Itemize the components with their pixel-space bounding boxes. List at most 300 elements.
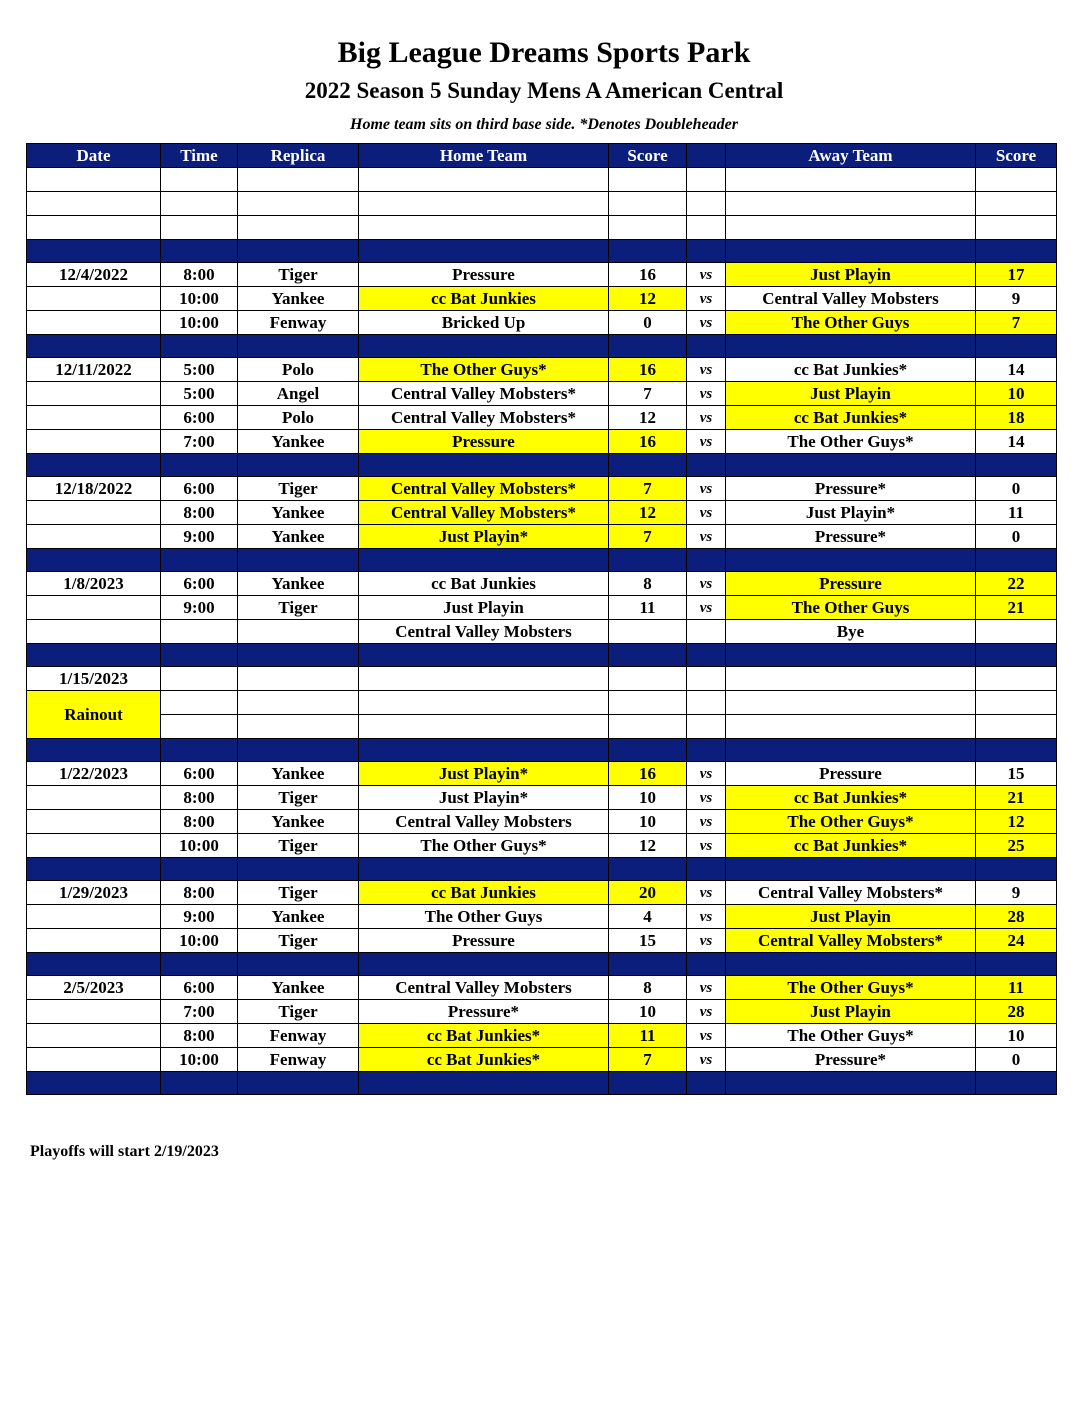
separator-row (27, 739, 1057, 762)
game-row (27, 596, 1057, 620)
cell-date: 12/18/2022 (27, 477, 161, 501)
cell-away-score: 21 (976, 786, 1057, 810)
cell-vs: vs (687, 430, 726, 454)
game-row (27, 287, 1057, 311)
cell-away-team: Just Playin (726, 905, 976, 929)
separator-cell (687, 739, 726, 762)
blank-cell (238, 192, 359, 216)
cell-away-team: The Other Guys* (726, 976, 976, 1000)
cell-vs: vs (687, 263, 726, 287)
cell-away-team: The Other Guys (726, 311, 976, 335)
blank-cell (359, 667, 609, 691)
page-title: Big League Dreams Sports Park (337, 36, 751, 69)
separator-cell (238, 858, 359, 881)
cell-date: 1/29/2023 (27, 881, 161, 905)
game-row (27, 834, 1057, 858)
cell-home-score: 15 (609, 929, 687, 953)
cell-vs: vs (687, 406, 726, 430)
cell-time: 9:00 (161, 905, 238, 929)
schedule-table (26, 143, 1057, 1095)
separator-cell (726, 739, 976, 762)
cell-replica: Tiger (238, 263, 359, 287)
blank-cell (609, 691, 687, 715)
cell-home-score: 7 (609, 525, 687, 549)
cell-away-team: Just Playin (726, 1000, 976, 1024)
cell-vs: vs (687, 358, 726, 382)
cell-away-score: 0 (976, 1048, 1057, 1072)
cell-time: 8:00 (161, 263, 238, 287)
cell-away-team: Just Playin (726, 382, 976, 406)
blank-cell (687, 216, 726, 240)
cell-time: 10:00 (161, 287, 238, 311)
separator-cell (609, 644, 687, 667)
cell-home-score: 12 (609, 834, 687, 858)
separator-cell (27, 739, 161, 762)
cell-home-score: 16 (609, 263, 687, 287)
separator-cell (976, 240, 1057, 263)
cell-away-score: 18 (976, 406, 1057, 430)
separator-cell (27, 549, 161, 572)
cell-home-score: 16 (609, 762, 687, 786)
separator-row (27, 335, 1057, 358)
separator-cell (359, 1072, 609, 1095)
game-row (27, 358, 1057, 382)
cell-home-score: 7 (609, 1048, 687, 1072)
separator-cell (609, 549, 687, 572)
separator-cell (726, 240, 976, 263)
separator-cell (687, 549, 726, 572)
cell-time: 9:00 (161, 596, 238, 620)
separator-row (27, 240, 1057, 263)
blank-cell (976, 715, 1057, 739)
cell-away-score: 25 (976, 834, 1057, 858)
separator-cell (609, 953, 687, 976)
cell-home-team: cc Bat Junkies* (359, 1048, 609, 1072)
cell-time: 8:00 (161, 881, 238, 905)
game-row (27, 881, 1057, 905)
cell-replica: Yankee (238, 430, 359, 454)
separator-cell (27, 1072, 161, 1095)
cell-replica: Tiger (238, 929, 359, 953)
cell-replica: Tiger (238, 834, 359, 858)
cell-home-team: The Other Guys* (359, 834, 609, 858)
cell-away-score: 10 (976, 382, 1057, 406)
separator-cell (687, 1072, 726, 1095)
cell-home-team: Central Valley Mobsters (359, 976, 609, 1000)
game-row (27, 620, 1057, 644)
cell-time: 9:00 (161, 525, 238, 549)
blank-cell (976, 691, 1057, 715)
cell-home-team: Central Valley Mobsters* (359, 382, 609, 406)
cell-replica: Fenway (238, 1024, 359, 1048)
cell-replica: Tiger (238, 1000, 359, 1024)
cell-home-score: 16 (609, 430, 687, 454)
rainout-row (27, 691, 1057, 715)
separator-row (27, 454, 1057, 477)
blank-cell (238, 715, 359, 739)
separator-cell (609, 858, 687, 881)
cell-vs: vs (687, 311, 726, 335)
game-row (27, 976, 1057, 1000)
separator-cell (238, 739, 359, 762)
cell-date: 12/4/2022 (27, 263, 161, 287)
cell-home-team: Pressure* (359, 1000, 609, 1024)
cell-date (27, 525, 161, 549)
separator-cell (27, 858, 161, 881)
cell-home-score (609, 620, 687, 644)
cell-replica (238, 620, 359, 644)
separator-cell (161, 739, 238, 762)
cell-time (161, 620, 238, 644)
separator-cell (976, 644, 1057, 667)
cell-away-score: 0 (976, 477, 1057, 501)
cell-away-score: 11 (976, 976, 1057, 1000)
cell-home-team: The Other Guys (359, 905, 609, 929)
col-header-away-score: Score (976, 144, 1057, 168)
blank-cell (976, 192, 1057, 216)
blank-cell (609, 667, 687, 691)
cell-vs: vs (687, 929, 726, 953)
cell-date (27, 1048, 161, 1072)
cell-replica: Yankee (238, 810, 359, 834)
cell-replica: Yankee (238, 905, 359, 929)
cell-vs: vs (687, 976, 726, 1000)
cell-vs: vs (687, 1024, 726, 1048)
rainout-date-row (27, 667, 1057, 691)
separator-cell (976, 1072, 1057, 1095)
blank-row (27, 216, 1057, 240)
separator-cell (726, 549, 976, 572)
game-row (27, 501, 1057, 525)
game-row (27, 762, 1057, 786)
cell-home-team: Central Valley Mobsters* (359, 406, 609, 430)
blank-cell (359, 168, 609, 192)
cell-home-team: cc Bat Junkies (359, 287, 609, 311)
separator-cell (238, 1072, 359, 1095)
separator-cell (726, 1072, 976, 1095)
cell-date (27, 406, 161, 430)
cell-home-score: 0 (609, 311, 687, 335)
cell-home-team: Central Valley Mobsters (359, 810, 609, 834)
blank-cell (359, 691, 609, 715)
cell-replica: Yankee (238, 501, 359, 525)
cell-home-score: 7 (609, 382, 687, 406)
separator-cell (687, 454, 726, 477)
cell-home-score: 7 (609, 477, 687, 501)
cell-away-team: Pressure (726, 762, 976, 786)
cell-date (27, 596, 161, 620)
separator-cell (27, 644, 161, 667)
blank-cell (359, 216, 609, 240)
separator-cell (359, 644, 609, 667)
separator-cell (726, 644, 976, 667)
blank-cell (161, 667, 238, 691)
separator-cell (687, 240, 726, 263)
cell-home-team: Pressure (359, 263, 609, 287)
separator-cell (687, 335, 726, 358)
game-row (27, 929, 1057, 953)
blank-cell (687, 667, 726, 691)
blank-cell (27, 168, 161, 192)
cell-away-team: The Other Guys (726, 596, 976, 620)
col-header-replica: Replica (238, 144, 359, 168)
cell-replica: Tiger (238, 477, 359, 501)
rainout-row (27, 715, 1057, 739)
cell-date (27, 430, 161, 454)
cell-away-score: 0 (976, 525, 1057, 549)
cell-away-score: 12 (976, 810, 1057, 834)
separator-cell (359, 953, 609, 976)
cell-away-score: 7 (976, 311, 1057, 335)
cell-vs: vs (687, 596, 726, 620)
cell-date (27, 810, 161, 834)
blank-cell (976, 216, 1057, 240)
game-row (27, 810, 1057, 834)
cell-replica: Tiger (238, 881, 359, 905)
separator-cell (359, 858, 609, 881)
cell-home-score: 8 (609, 976, 687, 1000)
separator-cell (726, 335, 976, 358)
blank-cell (687, 192, 726, 216)
cell-time: 5:00 (161, 382, 238, 406)
schedule-body (27, 168, 1057, 1095)
game-row (27, 311, 1057, 335)
blank-cell (609, 192, 687, 216)
cell-vs: vs (687, 1048, 726, 1072)
separator-row (27, 549, 1057, 572)
cell-home-score: 20 (609, 881, 687, 905)
cell-date (27, 311, 161, 335)
header-row (27, 144, 1057, 168)
blank-cell (726, 667, 976, 691)
cell-time: 6:00 (161, 976, 238, 1000)
cell-replica: Polo (238, 406, 359, 430)
separator-cell (687, 953, 726, 976)
separator-cell (161, 240, 238, 263)
col-header-home-score: Score (609, 144, 687, 168)
separator-row (27, 1072, 1057, 1095)
blank-cell (726, 168, 976, 192)
blank-cell (976, 667, 1057, 691)
page-subtitle: 2022 Season 5 Sunday Mens A American Central (304, 78, 784, 103)
cell-home-score: 10 (609, 1000, 687, 1024)
cell-date (27, 501, 161, 525)
cell-replica: Yankee (238, 287, 359, 311)
separator-cell (359, 454, 609, 477)
separator-cell (161, 454, 238, 477)
blank-cell (27, 192, 161, 216)
separator-cell (976, 953, 1057, 976)
cell-replica: Tiger (238, 596, 359, 620)
cell-vs: vs (687, 525, 726, 549)
cell-home-team: The Other Guys* (359, 358, 609, 382)
separator-cell (359, 549, 609, 572)
cell-away-team: The Other Guys* (726, 430, 976, 454)
cell-away-team: Pressure (726, 572, 976, 596)
blank-cell (359, 715, 609, 739)
cell-away-team: cc Bat Junkies* (726, 406, 976, 430)
cell-home-team: Central Valley Mobsters* (359, 477, 609, 501)
cell-away-team: cc Bat Junkies* (726, 358, 976, 382)
game-row (27, 263, 1057, 287)
cell-replica: Fenway (238, 311, 359, 335)
cell-home-team: cc Bat Junkies (359, 572, 609, 596)
cell-replica: Angel (238, 382, 359, 406)
cell-time: 7:00 (161, 1000, 238, 1024)
cell-time: 5:00 (161, 358, 238, 382)
cell-home-score: 10 (609, 786, 687, 810)
blank-cell (161, 216, 238, 240)
cell-time: 8:00 (161, 786, 238, 810)
cell-replica: Yankee (238, 762, 359, 786)
cell-time: 8:00 (161, 810, 238, 834)
separator-cell (359, 240, 609, 263)
blank-cell (687, 691, 726, 715)
cell-home-score: 12 (609, 406, 687, 430)
cell-date: 1/8/2023 (27, 572, 161, 596)
blank-cell (726, 216, 976, 240)
separator-cell (161, 644, 238, 667)
separator-cell (609, 739, 687, 762)
cell-vs: vs (687, 477, 726, 501)
cell-away-team: cc Bat Junkies* (726, 834, 976, 858)
cell-date (27, 382, 161, 406)
cell-time: 6:00 (161, 762, 238, 786)
separator-cell (161, 953, 238, 976)
blank-cell (609, 216, 687, 240)
cell-time: 10:00 (161, 1048, 238, 1072)
cell-away-score: 10 (976, 1024, 1057, 1048)
cell-home-team: Bricked Up (359, 311, 609, 335)
cell-away-score: 9 (976, 287, 1057, 311)
cell-away-score: 17 (976, 263, 1057, 287)
blank-cell (238, 691, 359, 715)
cell-date: 12/11/2022 (27, 358, 161, 382)
cell-vs: vs (687, 1000, 726, 1024)
col-header-time: Time (161, 144, 238, 168)
cell-away-team: Just Playin (726, 263, 976, 287)
cell-home-score: 12 (609, 287, 687, 311)
game-row (27, 525, 1057, 549)
cell-away-score: 24 (976, 929, 1057, 953)
separator-cell (687, 858, 726, 881)
game-row (27, 786, 1057, 810)
blank-cell (161, 715, 238, 739)
col-header-date: Date (27, 144, 161, 168)
blank-row (27, 192, 1057, 216)
cell-away-score: 21 (976, 596, 1057, 620)
cell-vs: vs (687, 501, 726, 525)
separator-cell (976, 858, 1057, 881)
cell-home-team: cc Bat Junkies* (359, 1024, 609, 1048)
cell-vs: vs (687, 382, 726, 406)
game-row (27, 1000, 1057, 1024)
separator-cell (161, 335, 238, 358)
cell-away-team: Bye (726, 620, 976, 644)
cell-away-team: Just Playin* (726, 501, 976, 525)
cell-date (27, 1000, 161, 1024)
cell-away-score: 14 (976, 358, 1057, 382)
cell-home-score: 10 (609, 810, 687, 834)
cell-away-score: 9 (976, 881, 1057, 905)
cell-date: 2/5/2023 (27, 976, 161, 1000)
cell-away-score: 28 (976, 905, 1057, 929)
cell-home-score: 8 (609, 572, 687, 596)
cell-vs: vs (687, 881, 726, 905)
col-header-vs (687, 144, 726, 168)
cell-time: 6:00 (161, 572, 238, 596)
separator-cell (976, 335, 1057, 358)
separator-cell (726, 953, 976, 976)
cell-home-team: Just Playin* (359, 786, 609, 810)
cell-time: 10:00 (161, 311, 238, 335)
cell-away-team: cc Bat Junkies* (726, 786, 976, 810)
blank-cell (161, 168, 238, 192)
separator-cell (609, 454, 687, 477)
cell-date (27, 786, 161, 810)
separator-cell (238, 549, 359, 572)
separator-cell (359, 739, 609, 762)
separator-cell (976, 454, 1057, 477)
separator-cell (238, 335, 359, 358)
cell-away-team: Central Valley Mobsters (726, 287, 976, 311)
blank-cell (161, 691, 238, 715)
cell-away-score: 14 (976, 430, 1057, 454)
blank-cell (27, 216, 161, 240)
cell-time: 6:00 (161, 477, 238, 501)
separator-cell (27, 240, 161, 263)
cell-away-score: 22 (976, 572, 1057, 596)
cell-away-team: Pressure* (726, 525, 976, 549)
separator-cell (27, 953, 161, 976)
cell-away-team: Pressure* (726, 477, 976, 501)
cell-replica: Tiger (238, 786, 359, 810)
separator-cell (609, 1072, 687, 1095)
cell-home-team: Pressure (359, 929, 609, 953)
blank-cell (609, 168, 687, 192)
cell-vs: vs (687, 572, 726, 596)
blank-cell (687, 715, 726, 739)
footer-note: Playoffs will start 2/19/2023 (30, 1143, 219, 1160)
rainout-label: Rainout (27, 691, 161, 739)
cell-replica: Fenway (238, 1048, 359, 1072)
cell-away-score: 11 (976, 501, 1057, 525)
separator-cell (161, 858, 238, 881)
blank-cell (726, 715, 976, 739)
cell-date (27, 929, 161, 953)
blank-cell (359, 192, 609, 216)
cell-home-team: Just Playin (359, 596, 609, 620)
cell-home-score: 11 (609, 1024, 687, 1048)
cell-time: 8:00 (161, 1024, 238, 1048)
cell-date (27, 287, 161, 311)
cell-away-team: Pressure* (726, 1048, 976, 1072)
col-header-home-team: Home Team (359, 144, 609, 168)
cell-date (27, 834, 161, 858)
separator-cell (976, 739, 1057, 762)
separator-cell (359, 335, 609, 358)
cell-away-score: 28 (976, 1000, 1057, 1024)
cell-vs: vs (687, 905, 726, 929)
col-header-away-team: Away Team (726, 144, 976, 168)
cell-home-team: cc Bat Junkies (359, 881, 609, 905)
separator-cell (238, 644, 359, 667)
cell-vs: vs (687, 762, 726, 786)
page-note: Home team sits on third base side. *Denotes Doubleheader (350, 116, 738, 133)
separator-row (27, 858, 1057, 881)
cell-home-score: 11 (609, 596, 687, 620)
cell-away-team: The Other Guys* (726, 810, 976, 834)
